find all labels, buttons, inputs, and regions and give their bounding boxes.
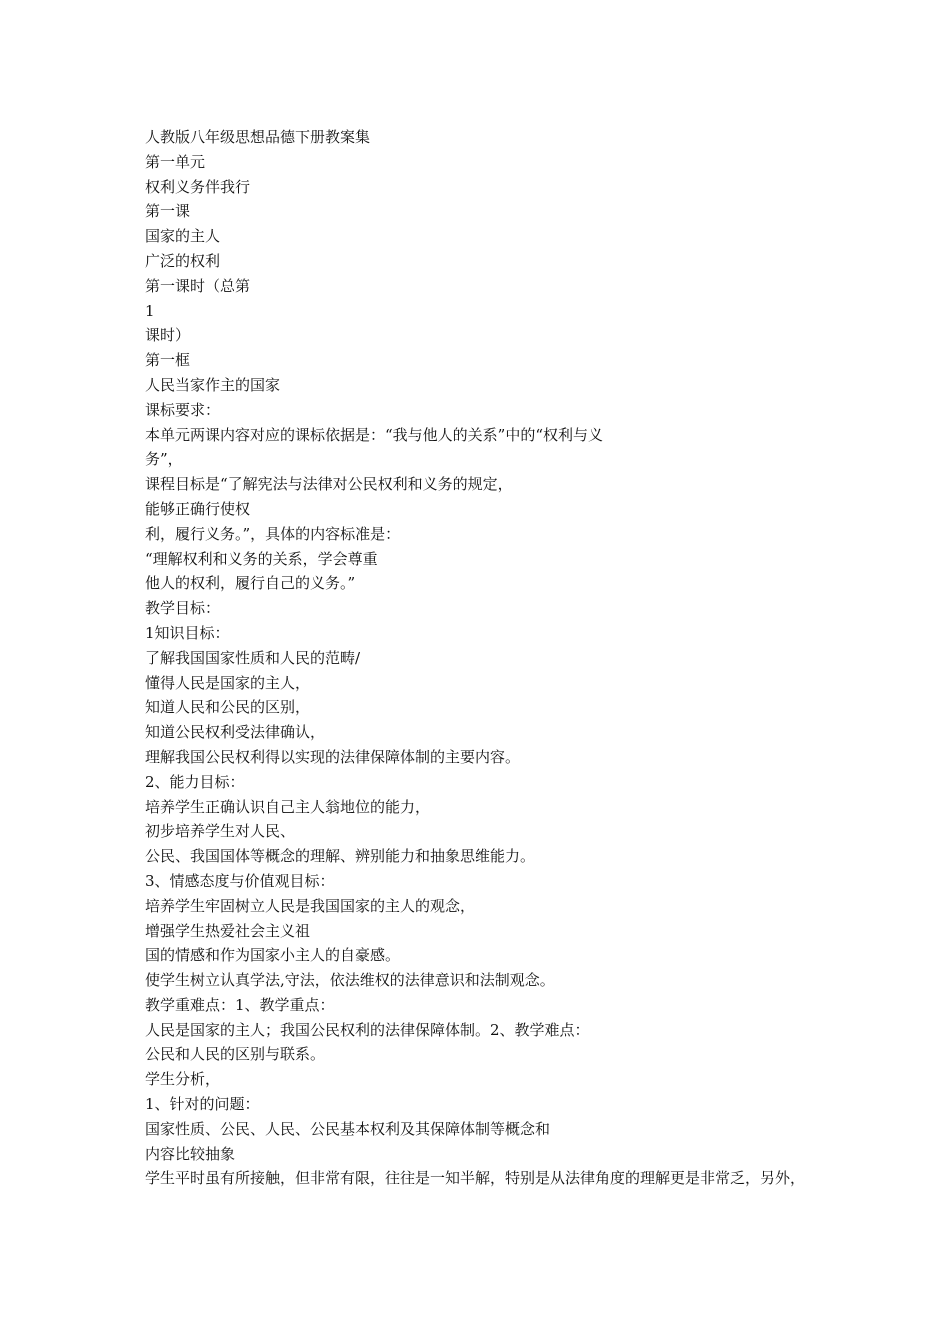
unit-title: 权利义务伴我行 <box>145 177 251 196</box>
paragraph-line: 了解我国国家性质和人民的范畴/ <box>145 648 361 667</box>
period-line-3: 课时） <box>145 326 191 345</box>
paragraph-line: 公民、我国国体等概念的理解、辨别能力和抽象思维能力。 <box>145 847 536 866</box>
paragraph-line: 学生平时虽有所接触，但非常有限，往往是一知半解，特别是从法律角度的理解更是非常乏，另外， <box>145 1169 806 1188</box>
paragraph-line: 务”， <box>145 450 183 469</box>
section-standards: 课标要求： <box>145 400 221 419</box>
subsection-values: 3、情感态度与价值观目标： <box>145 871 335 890</box>
paragraph-line: 课程目标是“了解宪法与法律对公民权利和义务的规定， <box>145 475 513 494</box>
paragraph-line: 增强学生热爱社会主义祖 <box>145 921 311 940</box>
paragraph-line: 理解我国公民权利得以实现的法律保障体制的主要内容。 <box>145 747 521 766</box>
subsection-issues: 1、针对的问题： <box>145 1095 260 1114</box>
paragraph-line: 公民和人民的区别与联系。 <box>145 1045 326 1064</box>
section-objectives: 教学目标： <box>145 599 221 618</box>
period-line-2: 1 <box>145 301 155 320</box>
document-body <box>145 125 815 1191</box>
period-line-1: 第一课时（总第 <box>145 276 251 295</box>
paragraph-line: 本单元两课内容对应的课标依据是：“我与他人的关系”中的“权利与义 <box>145 425 604 444</box>
paragraph-line: 他人的权利，履行自己的义务。” <box>145 574 356 593</box>
paragraph-line: 利，履行义务。”，具体的内容标准是： <box>145 524 401 543</box>
subsection-ability: 2、能力目标： <box>145 772 245 791</box>
paragraph-line: 知道公民权利受法律确认， <box>145 723 326 742</box>
paragraph-line: 培养学生牢固树立人民是我国国家的主人的观念， <box>145 896 476 915</box>
paragraph-line: 培养学生正确认识自己主人翁地位的能力， <box>145 797 431 816</box>
paragraph-line: 使学生树立认真学法,守法，依法维权的法律意识和法制观念。 <box>145 971 555 990</box>
paragraph-line: 知道人民和公民的区别， <box>145 698 311 717</box>
frame-heading: 第一框 <box>145 351 191 370</box>
paragraph-line: 初步培养学生对人民、 <box>145 822 296 841</box>
paragraph-line: 国家性质、公民、人民、公民基本权利及其保障体制等概念和 <box>145 1119 551 1138</box>
paragraph-line: 能够正确行使权 <box>145 499 251 518</box>
subsection-knowledge: 1知识目标： <box>145 623 230 642</box>
paragraph-line: 内容比较抽象 <box>145 1144 236 1163</box>
lesson-title-2: 广泛的权利 <box>145 251 221 270</box>
section-key-points: 教学重难点：1、教学重点： <box>145 995 335 1014</box>
unit-heading: 第一单元 <box>145 152 206 171</box>
paragraph-line: 国的情感和作为国家小主人的自豪感。 <box>145 946 401 965</box>
lesson-title-1: 国家的主人 <box>145 227 221 246</box>
frame-title: 人民当家作主的国家 <box>145 375 281 394</box>
doc-title: 人教版八年级思想品德下册教案集 <box>145 128 371 146</box>
section-student-analysis: 学生分析， <box>145 1070 221 1089</box>
paragraph-line: 懂得人民是国家的主人， <box>145 673 311 692</box>
lesson-heading: 第一课 <box>145 202 191 221</box>
paragraph-line: “理解权利和义务的关系，学会尊重 <box>145 549 378 568</box>
paragraph-line: 人民是国家的主人；我国公民权利的法律保障体制。2、教学难点： <box>145 1020 590 1039</box>
